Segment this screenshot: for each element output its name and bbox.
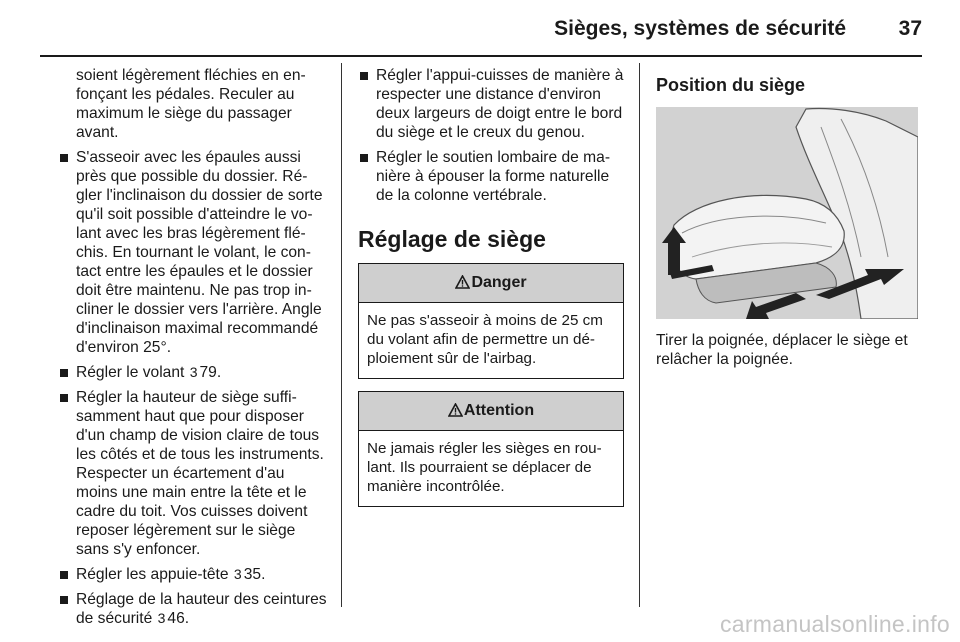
figure-caption: Tirer la poignée, déplacer le siège et relâcher la poignée. xyxy=(656,332,908,368)
danger-text: Ne pas s'asseoir à moins de 25 cm du volant afin de permettre un déploiement sûr de l'airbag. xyxy=(367,312,603,367)
header-title: Sièges, systèmes de sécurité xyxy=(554,17,846,40)
attention-box xyxy=(358,391,624,507)
seat-adjustment-illustration xyxy=(656,107,918,319)
bullet-list xyxy=(358,66,626,205)
list-item: S'asseoir avec les épaules aussi près que possible du dossier. Régler l'inclinaison du dossier de sorte qu'il soit possible d'atteindre le volant avec les bras légèrement fléchis. En tournant le volant, le contact entre les épaules et le dossier doit être maintenu. Ne pas trop incliner le dossier vers l'arrière. Angle d'inclinaison maximal recommandé d'environ 25°. xyxy=(58,148,328,357)
danger-box xyxy=(358,263,624,379)
list-item: Réglage de la hauteur des ceintures de sécurité 3 46. xyxy=(58,590,328,628)
page-reference-icon: 3 xyxy=(189,364,198,380)
attention-title: Attention xyxy=(463,402,535,419)
column-right xyxy=(656,66,922,385)
column-left xyxy=(58,66,328,628)
page-reference[interactable]: 46. xyxy=(167,610,190,627)
warning-triangle-icon xyxy=(448,394,463,432)
danger-title: Danger xyxy=(471,274,527,291)
list-item: Régler le soutien lombaire de manière à épouser la forme naturelle de la colonne vertébrale. xyxy=(358,148,626,205)
attention-header xyxy=(359,392,623,431)
page-number: 37 xyxy=(898,17,922,40)
page-reference[interactable]: 35. xyxy=(243,566,266,583)
header-rule xyxy=(40,55,922,57)
seat-illustration-svg xyxy=(656,107,918,319)
continuation-text: soient légèrement fléchies en enfonçant les pédales. Reculer au maximum le siège du passager avant. xyxy=(76,67,306,141)
list-item: Régler l'appui-cuisses de manière à respecter une distance d'environ deux largeurs de doigt entre le bord du siège et le creux du genou. xyxy=(358,66,626,142)
list-item: Régler la hauteur de siège suffisamment haut que pour disposer d'un champ de vision claire de tous les côtés et de tous les instruments. Respecter un écartement d'au moins une main entre la tête et le cadre du toit. Vos cuisses doivent reposer légèrement sur le siège sans s'y enfoncer. xyxy=(58,388,328,559)
page-reference-icon: 3 xyxy=(157,610,166,626)
column-divider xyxy=(639,63,640,607)
column-divider xyxy=(341,63,342,607)
page-reference-icon: 3 xyxy=(233,566,242,582)
column-middle xyxy=(358,66,626,507)
section-heading: Réglage de siège xyxy=(358,226,546,252)
danger-header xyxy=(359,264,623,303)
page-header xyxy=(0,0,960,58)
watermark: carmanualsonline.info xyxy=(719,611,950,637)
page-reference[interactable]: 79. xyxy=(199,364,222,381)
subsection-heading: Position du siège xyxy=(656,75,806,95)
attention-text: Ne jamais régler les sièges en roulant. Ils pourraient se déplacer de manière incontrôlée. xyxy=(367,440,602,495)
bullet-list xyxy=(58,148,328,628)
list-item: Régler les appuie-tête 3 35. xyxy=(58,565,328,584)
list-item: Régler le volant 3 79. xyxy=(58,363,328,382)
warning-triangle-icon xyxy=(455,266,470,304)
